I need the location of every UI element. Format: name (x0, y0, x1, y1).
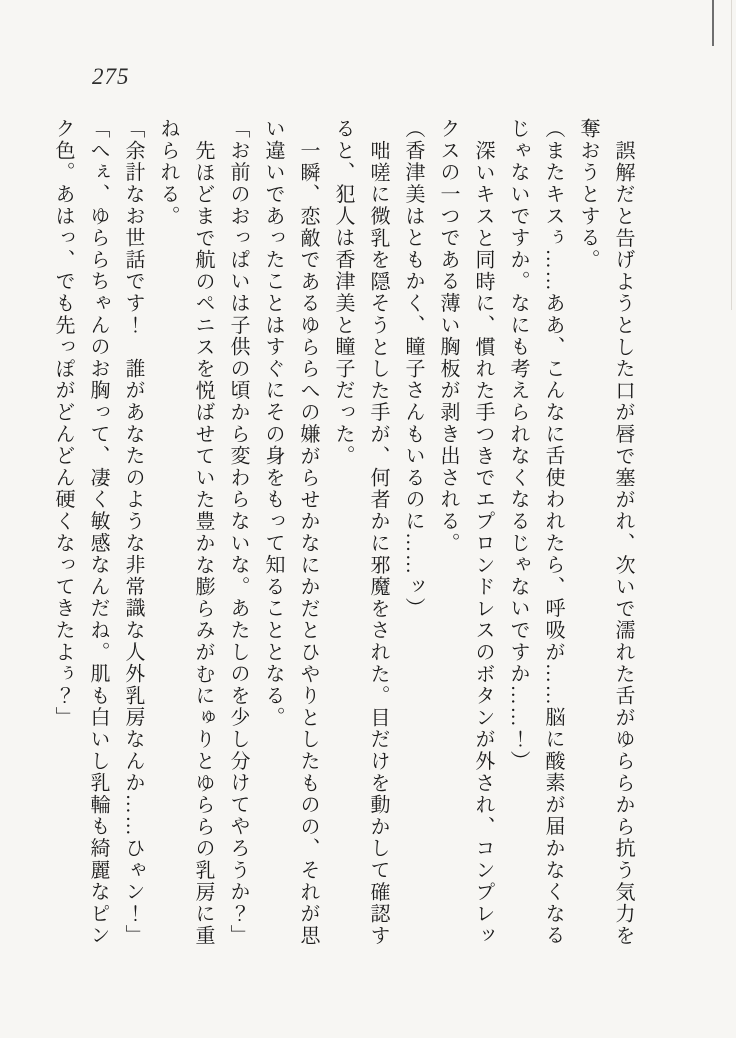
text-column-1: 誤解だと告げようとした口が唇で塞がれ、次いで濡れた舌がゆららから抗う気力を (612, 140, 634, 947)
page-number: 275 (92, 64, 130, 89)
text-column-2: 奪おうとする。 (577, 118, 599, 271)
scan-page-edge (731, 0, 732, 310)
text-column-15: 「余計なお世話です！ 誰があなたのような非常識な人外乳房なんか……ひゃン！」 (122, 118, 144, 947)
text-column-16: 「へぇ、ゆららちゃんのお胸って、凄く敏感なんだね。肌も白いし乳輪も綺麗なピン (87, 118, 109, 947)
text-column-5: 深いキスと同時に、慣れた手つきでエプロンドレスのボタンが外され、コンプレッ (472, 140, 494, 947)
text-column-9: ると、犯人は香津美と瞳子だった。 (332, 118, 354, 467)
text-column-14: ねられる。 (157, 118, 179, 227)
text-column-6: クスの一つである薄い胸板が剥き出される。 (437, 118, 459, 554)
text-column-10: 一瞬、恋敵であるゆららへの嫌がらせかなにかだとひやりとしたものの、それが思 (297, 140, 319, 947)
text-column-12: 「お前のおっぱいは子供の頃から変わらないな。あたしのを少し分けてやろうか？」 (227, 118, 249, 947)
text-column-11: い違いであったことはすぐにその身をもって知ることとなる。 (262, 118, 284, 729)
text-column-13: 先ほどまで航のペニスを悦ばせていた豊かな膨らみがむにゅりとゆららの乳房に重 (192, 140, 214, 947)
text-column-4: じゃないですか。なにも考えられなくなるじゃないですか……！） (507, 118, 529, 772)
text-column-17: ク色。あはっ、でも先っぽがどんどん硬くなってきたよぅ？」 (52, 118, 74, 729)
scan-artifact-line (712, 0, 714, 46)
text-column-7: （香津美はともかく、瞳子さんもいるのに……ッ） (402, 118, 424, 620)
page-text (45, 118, 640, 948)
text-column-8: 咄嗟に微乳を隠そうとした手が、何者かに邪魔をされた。目だけを動かして確認す (367, 140, 389, 947)
text-column-3: （またキスぅ……ああ、こんなに舌使われたら、呼吸が……脳に酸素が届かなくなる (542, 118, 564, 947)
